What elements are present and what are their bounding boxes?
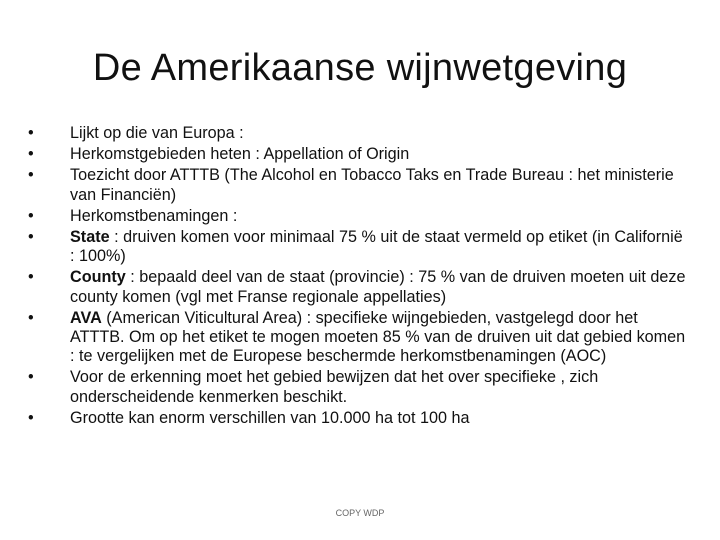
bullet-text: Herkomstbenamingen :: [70, 206, 238, 225]
bullet-bold: State: [70, 228, 110, 247]
bullet-bold: AVA: [70, 308, 102, 327]
bullet-item: [28, 409, 688, 428]
bullet-dot: •: [28, 145, 34, 164]
bullet-text: : druiven komen voor minimaal 75 % uit de staat vermeld op etiket (in Californië : 100%): [70, 228, 683, 266]
bullet-text: Grootte kan enorm verschillen van 10.000 ha tot 100 ha: [70, 408, 470, 427]
bullet-text: Herkomstgebieden heten : Appellation of Origin: [70, 145, 410, 164]
bullet-text: Voor de erkenning moet het gebied bewijzen dat het over specifieke , zich onderscheidende kenmerken beschikt.: [70, 368, 599, 406]
bullet-text: (American Viticultural Area) : specifieke wijngebieden, vastgelegd door het ATTTB. Om op het etiket te mogen moeten 85 % van de druiven uit dat gebied komen : te vergelijken met de Europese beschermde herkomstbenamingen (AOC): [70, 308, 686, 366]
bullet-item: [28, 145, 688, 164]
bullet-dot: •: [28, 408, 34, 427]
bullet-dot: •: [28, 368, 34, 387]
bullet-item: [28, 309, 688, 367]
bullet-text: Toezicht door ATTTB (The Alcohol en Tobacco Taks en Trade Bureau : het ministerie van Financiën): [70, 166, 674, 204]
bullet-dot: •: [28, 206, 34, 225]
bullet-dot: •: [28, 124, 34, 142]
bullet-list: [28, 124, 688, 430]
bullet-dot: •: [28, 308, 34, 327]
bullet-text: : bepaald deel van de staat (provincie) : 75 % van de druiven moeten uit deze county komen (vgl met Franse regionale appellaties): [70, 268, 686, 306]
bullet-item: [28, 207, 688, 226]
bullet-item: [28, 166, 688, 204]
bullet-item: [28, 124, 688, 143]
bullet-dot: •: [28, 268, 34, 287]
slide-title: De Amerikaanse wijnwetgeving: [92, 47, 628, 89]
bullet-item: [28, 368, 688, 406]
bullet-dot: •: [28, 166, 34, 185]
bullet-dot: •: [28, 228, 34, 247]
bullet-item: [28, 268, 688, 306]
bullet-bold: County: [70, 268, 126, 287]
footer-copyright: COPY WDP: [335, 508, 385, 518]
bullet-text: Lijkt op die van Europa :: [70, 124, 244, 142]
bullet-item: [28, 228, 688, 266]
